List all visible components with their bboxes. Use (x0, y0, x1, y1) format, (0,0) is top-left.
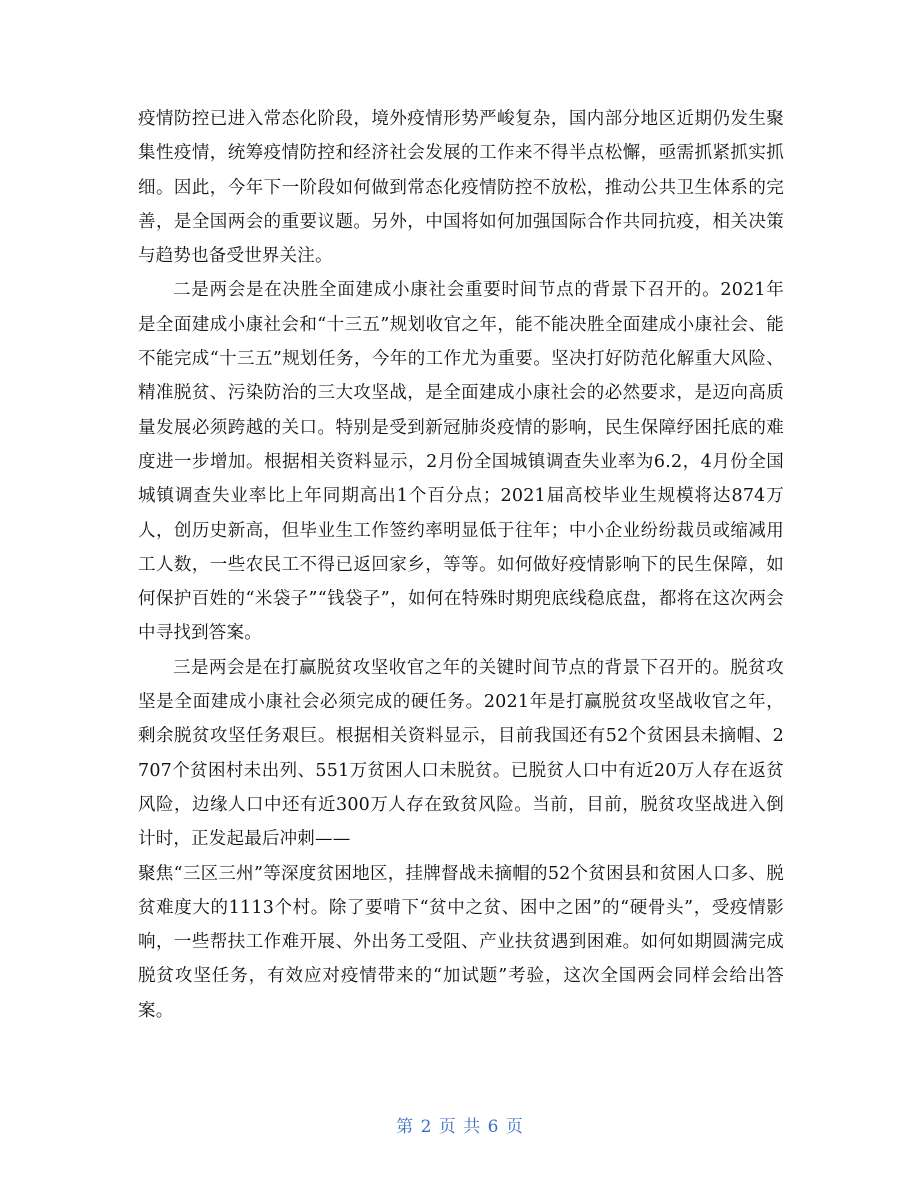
paragraph-2: 二是两会是在决胜全面建成小康社会重要时间节点的背景下召开的。2021年是全面建成小康社会和“十三五”规划收官之年，能不能决胜全面建成小康社会、能不能完成“十三五”规划任务，今年的工作尤为重要。坚决打好防范化解重大风险、精准脱贫、污染防治的三大攻坚战，是全面建成小康社会的必然要求，是迈向高质量发展必须跨越的关口。特别是受到新冠肺炎疫情的影响，民生保障纾困托底的难度进一步增加。根据相关资料显示，2月份全国城镇调查失业率为6.2，4月份全国城镇调查失业率比上年同期高出1个百分点；2021届高校毕业生规模将达874万人，创历史新高，但毕业生工作签约率明显低于往年；中小企业纷纷裁员或缩减用工人数，一些农民工不得已返回家乡，等等。如何做好疫情影响下的民生保障，如何保护百姓的“米袋子”“钱袋子”，如何在特殊时期兜底线稳底盘，都将在这次两会中寻找到答案。 (138, 280, 784, 644)
paragraph-1: 疫情防控已进入常态化阶段，境外疫情形势严峻复杂，国内部分地区近期仍发生聚集性疫情，统筹疫情防控和经济社会发展的工作来不得半点松懈，亟需抓紧抓实抓细。因此，今年下一阶段如何做到常态化疫情防控不放松，推动公共卫生体系的完善，是全国两会的重要议题。另外，中国将如何加强国际合作共同抗疫，相关决策与趋势也备受世界关注。 (138, 109, 784, 267)
page-number-footer: 第 2 页 共 6 页 (396, 1117, 524, 1137)
paragraph-4: 聚焦“三区三州”等深度贫困地区，挂牌督战未摘帽的52个贫困县和贫困人口多、脱贫难度大的1113个村。除了要啃下“贫中之贫、困中之困”的“硬骨头”，受疫情影响，一些帮扶工作难开展、外出务工受阻、产业扶贫遇到困难。如何如期圆满完成脱贫攻坚任务，有效应对疫情带来的“加试题”考验，这次全国两会同样会给出答案。 (138, 863, 784, 1021)
paragraph-3: 三是两会是在打赢脱贫攻坚收官之年的关键时间节点的背景下召开的。脱贫攻坚是全面建成小康社会必须完成的硬任务。2021年是打赢脱贫攻坚战收官之年，剩余脱贫攻坚任务艰巨。根据相关资料显示，目前我国还有52个贫困县未摘帽、2707个贫困村未出列、551万贫困人口未脱贫。已脱贫人口中有近20万人存在返贫风险，边缘人口中还有近300万人存在致贫风险。当前，目前，脱贫攻坚战进入倒计时，正发起最后冲刺—— (138, 657, 784, 850)
document-body (138, 102, 784, 1028)
